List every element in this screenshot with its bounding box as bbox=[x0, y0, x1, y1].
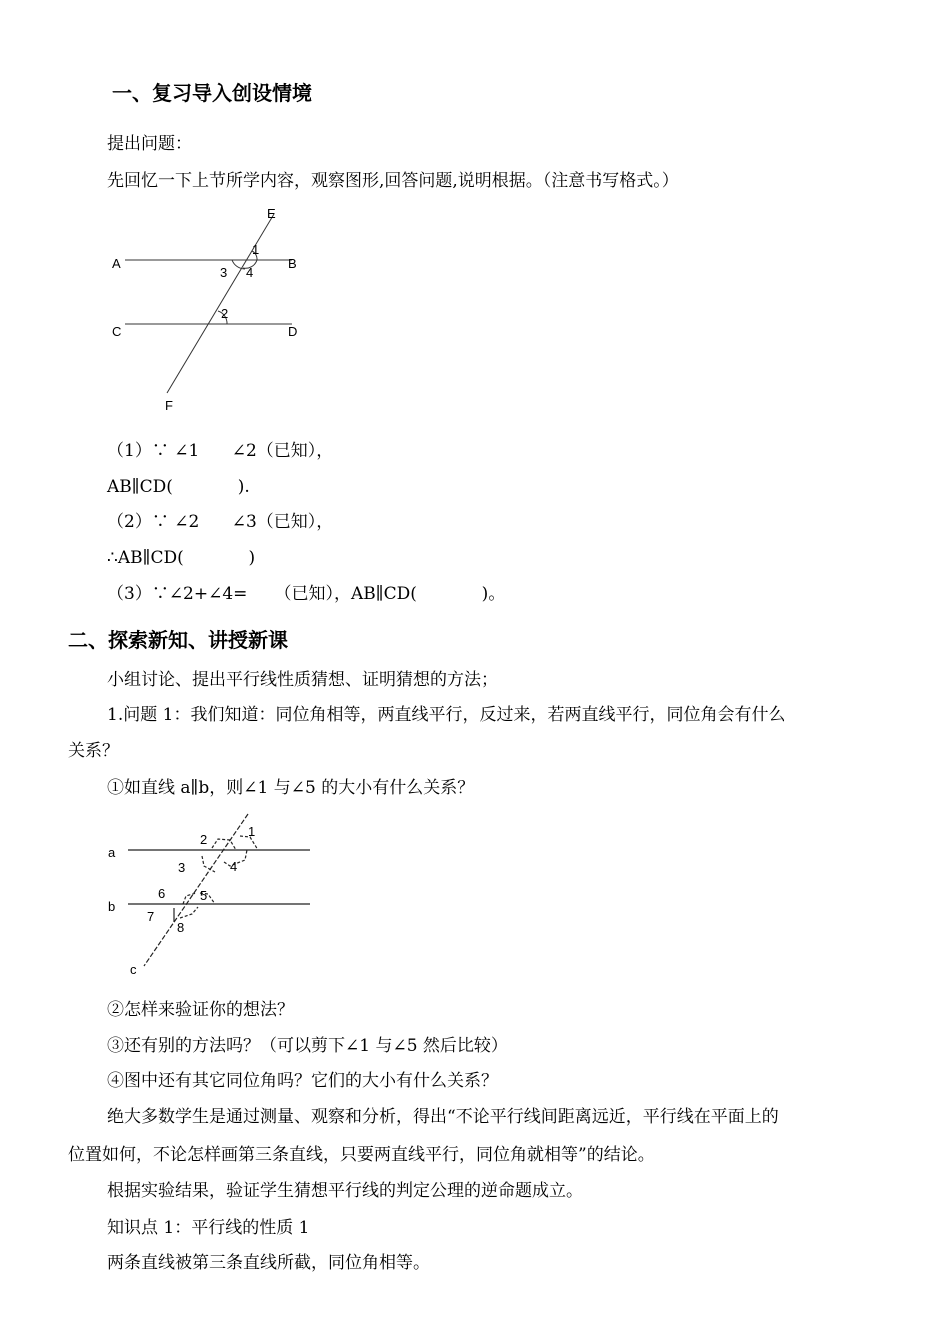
angle-1-label: 1 bbox=[248, 824, 256, 839]
angle-6-label: 6 bbox=[158, 886, 166, 901]
angle-3-label: 3 bbox=[220, 265, 228, 280]
angle-2-label: 2 bbox=[200, 832, 208, 847]
question-3: （3）∵∠2+∠4= （已知），AB∥CD( )。 bbox=[107, 584, 506, 604]
question-2b: ∴AB∥CD( ) bbox=[107, 548, 256, 568]
angle-8-label: 8 bbox=[177, 920, 185, 935]
label-B: B bbox=[288, 256, 297, 271]
paragraph: 根据实验结果，验证学生猜想平行线的判定公理的逆命题成立。 bbox=[107, 1181, 583, 1201]
angle-4-label: 4 bbox=[246, 265, 254, 280]
paragraph: 小组讨论、提出平行线性质猜想、证明猜想的方法； bbox=[107, 670, 498, 690]
label-A: A bbox=[112, 256, 121, 271]
parallel-lines-figure-1 bbox=[100, 200, 320, 420]
angle-7-label: 7 bbox=[147, 909, 155, 924]
label-C: C bbox=[112, 324, 122, 339]
paragraph: ④图中还有其它同位角吗？它们的大小有什么关系？ bbox=[107, 1071, 498, 1091]
section-heading: 二、探索新知、讲授新课 bbox=[68, 628, 288, 652]
paragraph: ①如直线 a∥b，则∠1 与∠5 的大小有什么关系？ bbox=[107, 778, 475, 798]
section-heading: 一、复习导入创设情境 bbox=[112, 81, 312, 105]
paragraph: ②怎样来验证你的想法？ bbox=[107, 1000, 294, 1020]
question-1a: （1）∵ ∠1 ∠2（已知）， bbox=[107, 441, 334, 461]
label-D: D bbox=[288, 324, 298, 339]
line-c-label: c bbox=[130, 962, 137, 977]
question-1b: AB∥CD( ). bbox=[107, 477, 250, 497]
paragraph: 1.问题 1：我们知道：同位角相等，两直线平行，反过来，若两直线平行，同位角会有什么 bbox=[107, 705, 786, 725]
label-F: F bbox=[165, 398, 173, 413]
paragraph: ③还有别的方法吗？（可以剪下∠1 与∠5 然后比较） bbox=[107, 1036, 508, 1056]
angle-5-label: 5 bbox=[200, 888, 208, 903]
angle-3-label: 3 bbox=[178, 860, 186, 875]
angle-4-label: 4 bbox=[230, 859, 238, 874]
label-E: E bbox=[267, 206, 276, 221]
parallel-lines-figure-2 bbox=[100, 810, 330, 980]
paragraph: 先回忆一下上节所学内容，观察图形,回答问题,说明根据。（注意书写格式。） bbox=[107, 171, 679, 191]
question-2a: （2）∵ ∠2 ∠3（已知）， bbox=[107, 512, 334, 532]
line-a-label: a bbox=[108, 845, 116, 860]
paragraph: 两条直线被第三条直线所截，同位角相等。 bbox=[107, 1253, 430, 1273]
paragraph: 关系？ bbox=[68, 741, 119, 761]
line-b-label: b bbox=[108, 899, 116, 914]
paragraph: 位置如何，不论怎样画第三条直线，只要两直线平行，同位角就相等”的结论。 bbox=[68, 1145, 655, 1165]
paragraph: 知识点 1：平行线的性质 1 bbox=[107, 1218, 310, 1238]
angle-1-label: 1 bbox=[252, 242, 260, 257]
paragraph: 绝大多数学生是通过测量、观察和分析，得出“不论平行线间距离远近，平行线在平面上的 bbox=[107, 1107, 779, 1127]
angle-2-label: 2 bbox=[221, 306, 229, 321]
paragraph: 提出问题： bbox=[107, 134, 192, 154]
